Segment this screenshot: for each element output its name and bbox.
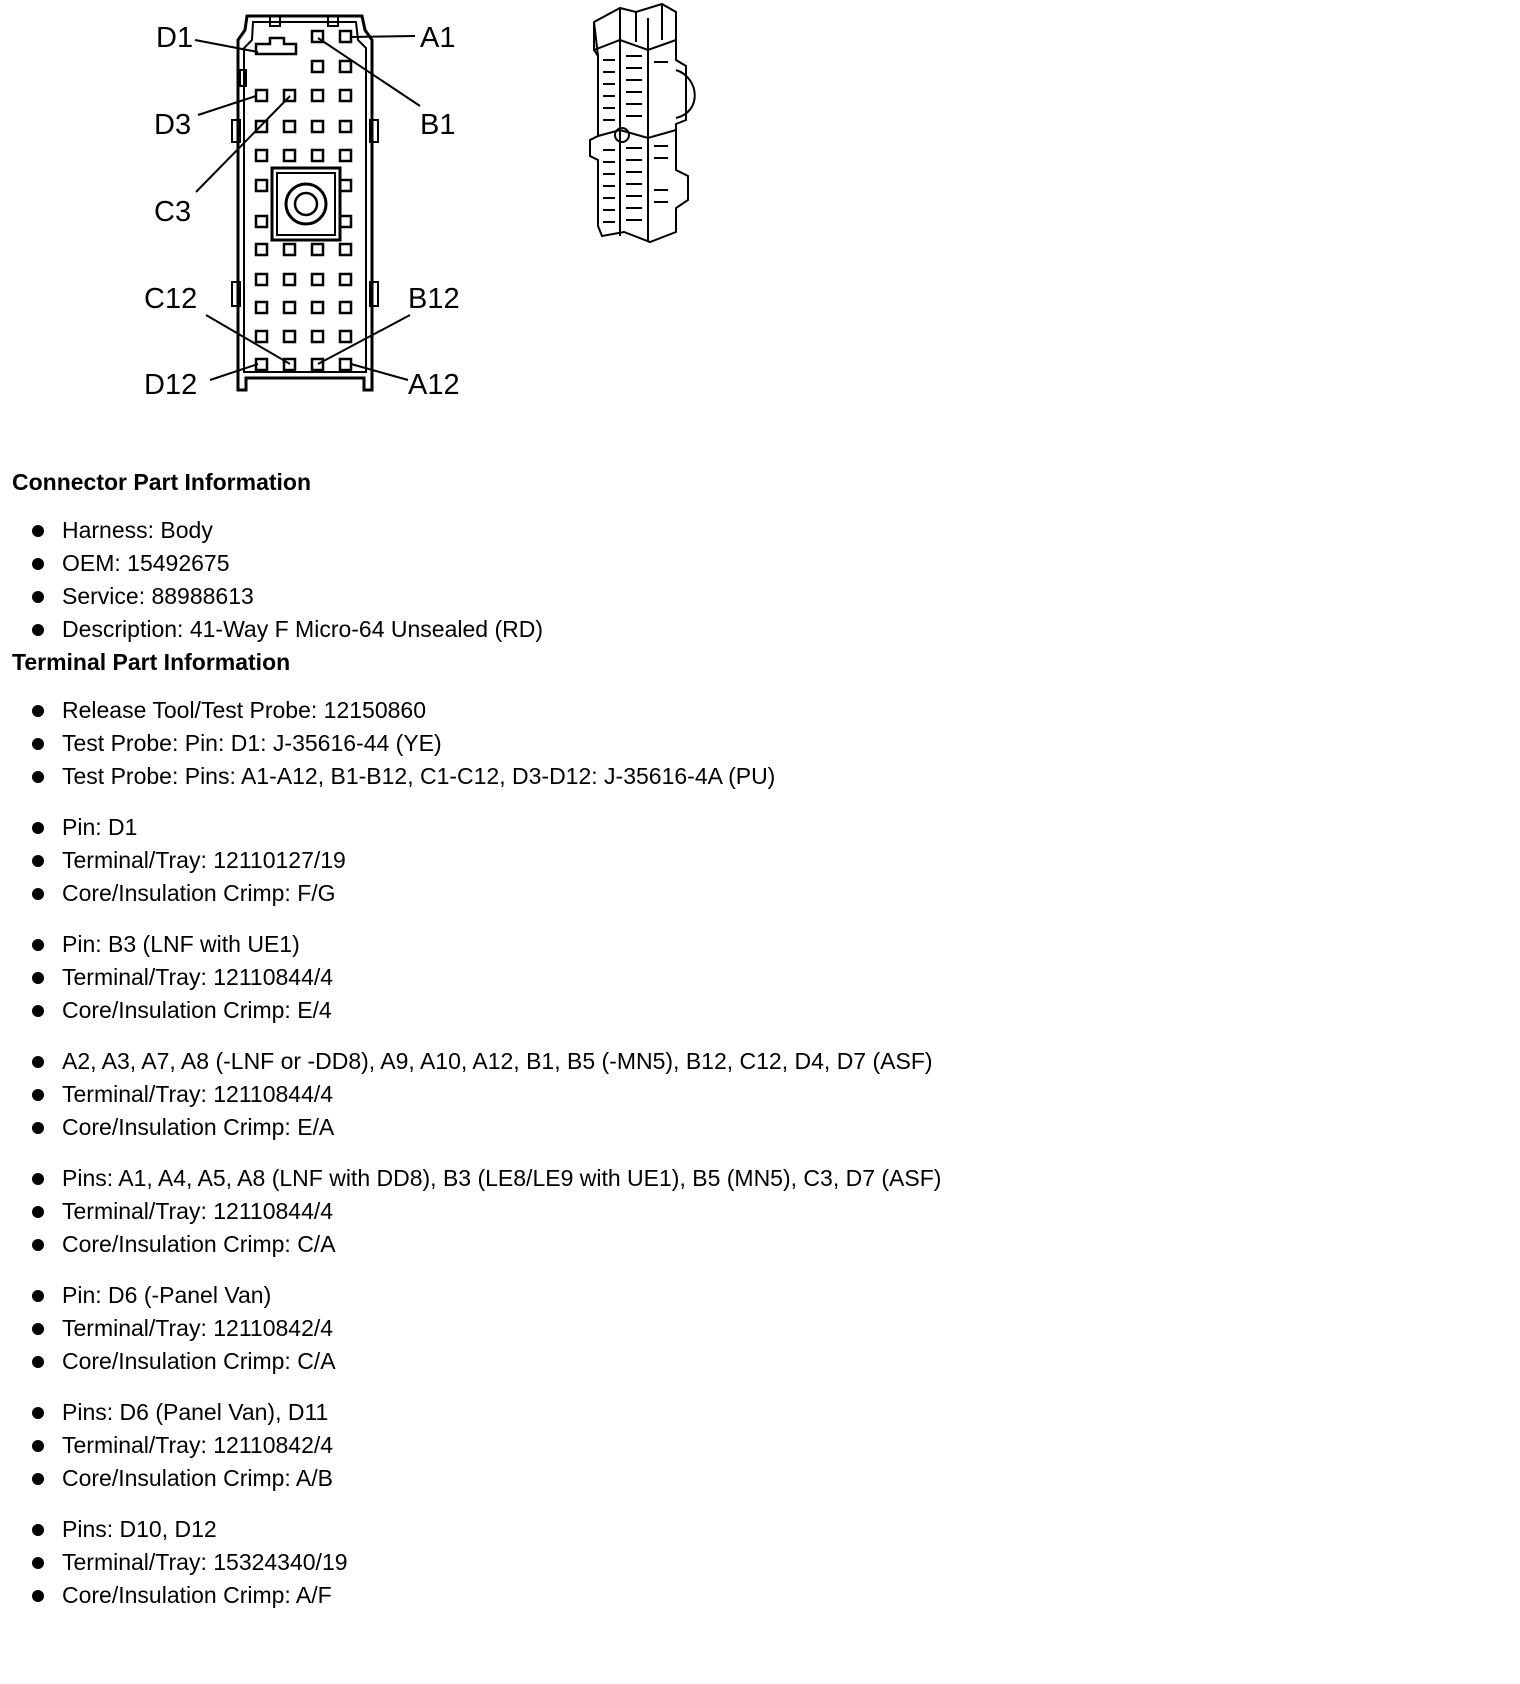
list-item-text: Terminal/Tray: 12110844/4	[62, 964, 334, 990]
list-item-text: Terminal/Tray: 12110842/4	[62, 1432, 334, 1458]
list-item	[12, 1396, 1502, 1429]
bullet-icon	[32, 1239, 44, 1251]
bullet-icon	[32, 822, 44, 834]
bullet-icon	[32, 1323, 44, 1335]
list-item	[12, 877, 1502, 910]
list-item	[12, 811, 1502, 844]
pin-label-c12: C12	[144, 283, 198, 315]
bullet-icon	[32, 1122, 44, 1134]
list-item-text: Description: 41-Way F Micro-64 Unsealed (RD)	[62, 616, 544, 642]
list-item	[12, 1111, 1502, 1144]
bullet-icon	[32, 1557, 44, 1569]
pin-label-d1: D1	[156, 22, 194, 54]
list-item	[12, 727, 1502, 760]
list-item-text: Terminal/Tray: 12110127/19	[62, 847, 346, 873]
list-item-text: Core/Insulation Crimp: A/F	[62, 1582, 332, 1608]
bullet-icon	[32, 1173, 44, 1185]
list-item	[12, 613, 1502, 646]
list-item-text: Pin: B3 (LNF with UE1)	[62, 931, 300, 957]
list-item-text: Terminal/Tray: 12110844/4	[62, 1198, 334, 1224]
terminal-group-b3	[12, 928, 1502, 1027]
list-item-text: Core/Insulation Crimp: C/A	[62, 1348, 336, 1374]
list-item	[12, 1195, 1502, 1228]
list-item-text: A2, A3, A7, A8 (-LNF or -DD8), A9, A10, A12, B1, B5 (-MN5), B12, C12, D4, D7 (ASF)	[62, 1048, 933, 1074]
list-item	[12, 1279, 1502, 1312]
bullet-icon	[32, 1206, 44, 1218]
bullet-icon	[32, 855, 44, 867]
list-item-text: Terminal/Tray: 15324340/19	[62, 1549, 348, 1575]
terminal-group-d6-panel-van	[12, 1396, 1502, 1495]
list-item	[12, 961, 1502, 994]
bullet-icon	[32, 1290, 44, 1302]
list-item	[12, 694, 1502, 727]
list-item-text: Pins: A1, A4, A5, A8 (LNF with DD8), B3 (LE8/LE9 with UE1), B5 (MN5), C3, D7 (ASF)	[62, 1165, 942, 1191]
list-item-text: Core/Insulation Crimp: E/4	[62, 997, 332, 1023]
bullet-icon	[32, 1005, 44, 1017]
list-item	[12, 1579, 1502, 1612]
terminal-group-a1	[12, 1162, 1502, 1261]
bullet-icon	[32, 1089, 44, 1101]
bullet-icon	[32, 1440, 44, 1452]
pin-label-d3: D3	[154, 109, 192, 141]
bullet-icon	[32, 771, 44, 783]
list-item-text: Harness: Body	[62, 517, 213, 543]
list-item-text: Pin: D6 (-Panel Van)	[62, 1282, 272, 1308]
terminal-group-d10	[12, 1513, 1502, 1612]
pin-label-b12: B12	[408, 283, 460, 315]
connector-info-list	[12, 514, 1502, 646]
list-item-text: Pins: D6 (Panel Van), D11	[62, 1399, 329, 1425]
list-item	[12, 1345, 1502, 1378]
terminal-group-d6-no-panel-van	[12, 1279, 1502, 1378]
list-item-text: Test Probe: Pins: A1-A12, B1-B12, C1-C12, D3-D12: J-35616-4A (PU)	[62, 763, 776, 789]
bullet-icon	[32, 972, 44, 984]
pin-label-a1: A1	[420, 22, 456, 54]
bullet-icon	[32, 1056, 44, 1068]
list-item-text: OEM: 15492675	[62, 550, 230, 576]
bullet-icon	[32, 1524, 44, 1536]
pin-label-c3: C3	[154, 196, 192, 228]
terminal-group-a2	[12, 1045, 1502, 1144]
terminal-tools-list	[12, 694, 1502, 793]
connector-isometric-view	[590, 4, 695, 242]
list-item-text: Pin: D1	[62, 814, 138, 840]
part-information	[12, 468, 1502, 1612]
list-item	[12, 994, 1502, 1027]
bullet-icon	[32, 888, 44, 900]
list-item	[12, 1078, 1502, 1111]
bullet-icon	[32, 624, 44, 636]
list-item-text: Terminal/Tray: 12110842/4	[62, 1315, 334, 1341]
bullet-icon	[32, 939, 44, 951]
pin-label-a12: A12	[408, 369, 460, 401]
list-item-text: Terminal/Tray: 12110844/4	[62, 1081, 334, 1107]
list-item-text: Core/Insulation Crimp: E/A	[62, 1114, 335, 1140]
connector-diagram	[0, 0, 1520, 440]
pin-label-d12: D12	[144, 369, 198, 401]
connector-section-heading: Connector Part Information	[12, 469, 312, 495]
list-item	[12, 580, 1502, 613]
list-item-text: Pins: D10, D12	[62, 1516, 217, 1542]
list-item	[12, 1045, 1502, 1078]
bullet-icon	[32, 558, 44, 570]
list-item	[12, 1513, 1502, 1546]
list-item-text: Service: 88988613	[62, 583, 254, 609]
list-item-text: Core/Insulation Crimp: F/G	[62, 880, 336, 906]
connector-face-view	[232, 16, 378, 390]
list-item	[12, 928, 1502, 961]
list-item-text: Core/Insulation Crimp: C/A	[62, 1231, 336, 1257]
list-item	[12, 1312, 1502, 1345]
bullet-icon	[32, 1356, 44, 1368]
leader-lines	[195, 36, 420, 380]
bullet-icon	[32, 705, 44, 717]
pin-label-b1: B1	[420, 109, 456, 141]
list-item-text: Test Probe: Pin: D1: J-35616-44 (YE)	[62, 730, 442, 756]
bullet-icon	[32, 1590, 44, 1602]
list-item	[12, 1162, 1502, 1195]
list-item	[12, 1462, 1502, 1495]
list-item	[12, 844, 1502, 877]
terminal-section-heading: Terminal Part Information	[12, 649, 291, 675]
bullet-icon	[32, 1473, 44, 1485]
bullet-icon	[32, 525, 44, 537]
terminal-group-d1	[12, 811, 1502, 910]
bullet-icon	[32, 1407, 44, 1419]
list-item-text: Release Tool/Test Probe: 12150860	[62, 697, 427, 723]
bullet-icon	[32, 591, 44, 603]
list-item	[12, 1429, 1502, 1462]
list-item	[12, 1546, 1502, 1579]
list-item-text: Core/Insulation Crimp: A/B	[62, 1465, 334, 1491]
list-item	[12, 1228, 1502, 1261]
list-item	[12, 514, 1502, 547]
list-item	[12, 760, 1502, 793]
bullet-icon	[32, 738, 44, 750]
list-item	[12, 547, 1502, 580]
